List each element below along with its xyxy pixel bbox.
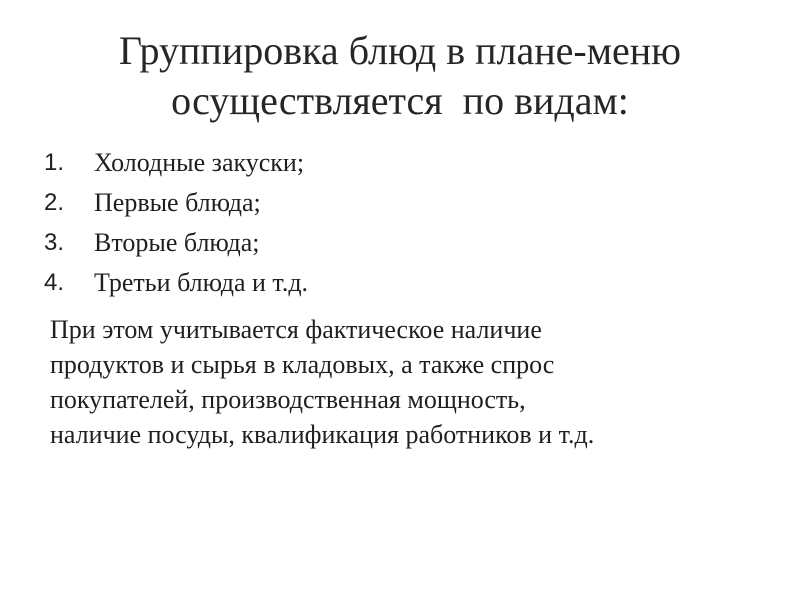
body-line: наличие посуды, квалификация работников и т.д. bbox=[50, 420, 595, 449]
list-item-number: 1. bbox=[44, 149, 65, 176]
list-item bbox=[44, 223, 764, 263]
list-item bbox=[44, 143, 764, 183]
body-paragraph bbox=[50, 312, 770, 452]
list-item-text: Первые блюда; bbox=[94, 188, 261, 217]
slide-title bbox=[40, 26, 760, 126]
list-item bbox=[44, 183, 764, 223]
list-item-number: 2. bbox=[44, 189, 65, 216]
list-item-text: Третьи блюда и т.д. bbox=[94, 268, 309, 297]
body-line: покупателей, производственная мощность, bbox=[50, 385, 526, 414]
body-line: При этом учитывается фактическое наличие bbox=[50, 315, 542, 344]
list-item-number: 3. bbox=[44, 229, 65, 256]
list-item-text: Холодные закуски; bbox=[94, 148, 305, 177]
list-item bbox=[44, 263, 764, 303]
title-line: осуществляется по видам: bbox=[171, 78, 629, 123]
title-line: Группировка блюд в плане-меню bbox=[118, 28, 682, 73]
body-line: продуктов и сырья в кладовых, а также спрос bbox=[50, 350, 555, 379]
list-item-text: Вторые блюда; bbox=[94, 228, 260, 257]
list-item-number: 4. bbox=[44, 269, 65, 296]
numbered-list bbox=[44, 143, 764, 303]
